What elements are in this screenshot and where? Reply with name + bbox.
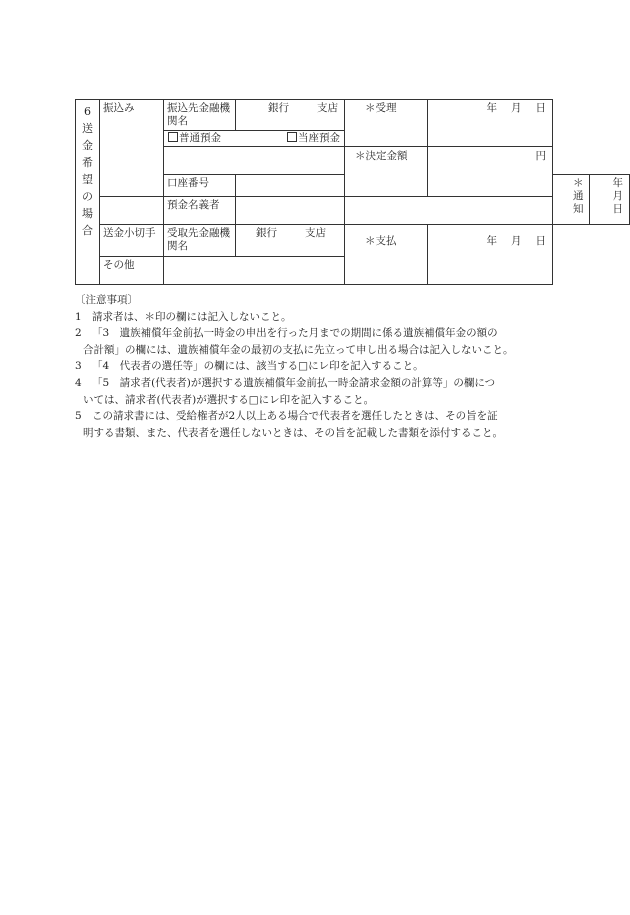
payment-label: ＊支払 (365, 235, 397, 247)
year-label: 年 (486, 102, 497, 114)
received-label-cell (345, 100, 428, 147)
branch-word: 支店 (305, 227, 326, 239)
year-label: 年 (612, 177, 623, 189)
day-label: 日 (535, 102, 546, 114)
day-label: 日 (612, 203, 623, 215)
transfer-label-cell (100, 100, 164, 197)
current-deposit-option[interactable]: 当座預金 (287, 132, 340, 145)
account-number-field[interactable] (236, 175, 345, 197)
yen-label: 円 (535, 150, 546, 162)
account-holder-field[interactable] (236, 197, 345, 225)
note-item (75, 358, 560, 375)
bank-word: 銀行 (256, 227, 277, 239)
deposit-type-cell (164, 131, 345, 147)
note-text-continued: 明する書類、また、代表者を選任しないときは、その旨を記載した書類を添付すること。 (83, 426, 503, 439)
notes-heading: 〔注意事項〕 (75, 294, 138, 306)
deposit-type-continuation (164, 147, 345, 175)
account-number-label-cell (164, 175, 236, 197)
money-order-bank-name-field[interactable] (236, 225, 345, 257)
received-date-field[interactable] (428, 100, 553, 147)
section-label-cell (76, 100, 100, 285)
other-label: その他 (103, 259, 135, 271)
notice-label-cell (553, 175, 590, 225)
note-number: 4 (75, 376, 82, 389)
payment-label-cell (345, 225, 428, 285)
account-holder-label: 預金名義者 (167, 199, 220, 211)
remittance-form-table (75, 99, 630, 285)
note-text: 「5 請求者(代表者)が選択する遺族補償年金前払一時金請求金額の計算等」の欄につ (92, 376, 496, 389)
money-order-label-cell (100, 225, 164, 257)
note-item (75, 309, 560, 326)
branch-word: 支店 (317, 102, 338, 114)
ordinary-deposit-option[interactable]: 普通預金 (168, 132, 221, 145)
account-number-label: 口座番号 (167, 177, 209, 189)
note-number: 5 (75, 410, 82, 423)
money-order-bank-name-label: 受取先金融機関名 (167, 227, 230, 252)
note-item (75, 325, 560, 358)
note-text: 「3 遺族補償年金前払一時金の申出を行った月までの期間に係る遺族補償年金の額の (92, 327, 498, 340)
money-order-bank-name-label-cell (164, 225, 236, 257)
note-number: 2 (75, 327, 82, 340)
checkbox-icon (287, 132, 297, 142)
month-label: 月 (612, 190, 623, 202)
transfer-bank-name-label-cell (164, 100, 236, 131)
checkbox-icon (168, 132, 178, 142)
notice-label: ＊通知 (573, 177, 584, 215)
transfer-bank-name-label: 振込先金融機関名 (167, 102, 230, 127)
decided-amount-field[interactable] (428, 147, 553, 197)
money-order-spacer (100, 197, 164, 225)
note-text: この請求書には、受給権者が2人以上ある場合で代表者を選任したときは、その旨を証 (92, 410, 498, 423)
year-label: 年 (486, 235, 497, 247)
transfer-label: 振込み (103, 102, 135, 114)
note-item (75, 408, 560, 441)
note-text-continued: 合計額」の欄には、遺族補償年金の最初の支払に先立って申し出る場合は記入しないこと。 (83, 343, 514, 356)
section-label: 6 送 金 希 望 の 場 合 (82, 105, 93, 237)
received-label: ＊受理 (365, 102, 397, 114)
month-label: 月 (511, 102, 522, 114)
day-label: 日 (535, 235, 546, 247)
note-number: 3 (75, 360, 82, 373)
account-holder-label-cell (164, 197, 236, 225)
note-text-continued: いては、請求者(代表者)が選択する□にレ印を記入すること。 (83, 393, 375, 406)
decided-amount-label: ＊決定金額 (355, 150, 408, 162)
note-text: 「4 代表者の選任等」の欄には、該当する□にレ印を記入すること。 (92, 360, 424, 373)
note-text: 請求者は、＊印の欄には記入しないこと。 (92, 310, 292, 323)
note-item (75, 375, 560, 408)
month-label: 月 (511, 235, 522, 247)
money-order-label: 送金小切手 (103, 227, 156, 239)
notes-section (75, 292, 560, 441)
decided-amount-label-cell (345, 147, 428, 197)
other-field[interactable] (164, 257, 345, 285)
other-label-cell (100, 257, 164, 285)
notice-date-field[interactable] (589, 175, 629, 225)
note-number: 1 (75, 310, 82, 323)
transfer-bank-name-field[interactable] (236, 100, 345, 131)
payment-date-field[interactable] (428, 225, 553, 285)
bank-word: 銀行 (268, 102, 289, 114)
